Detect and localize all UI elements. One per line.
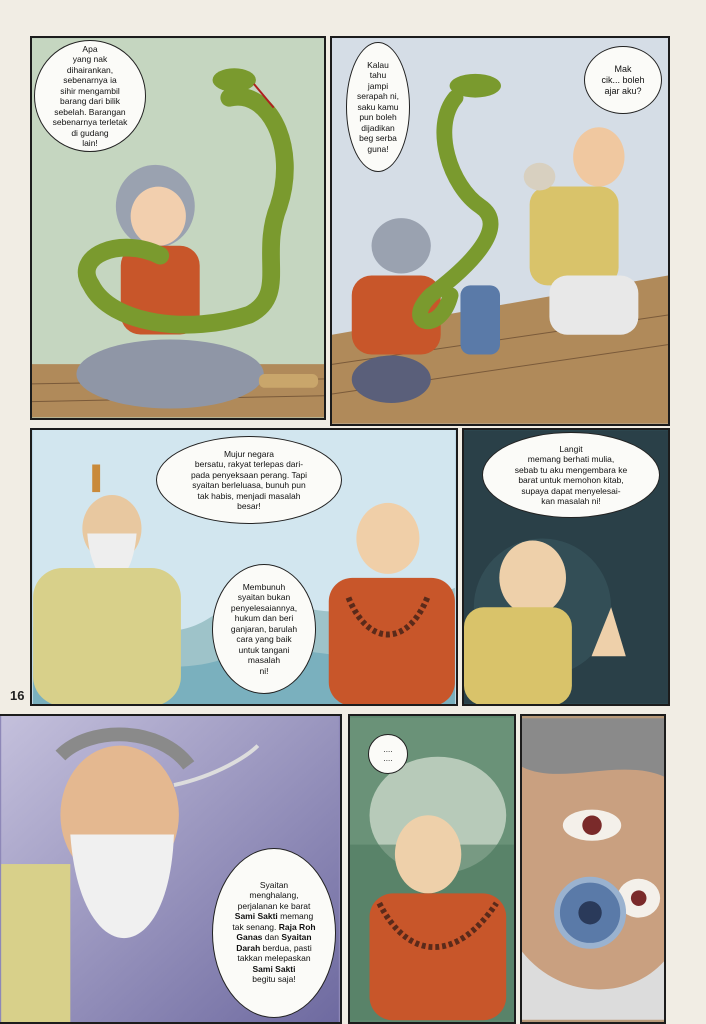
page-number: 16 — [10, 688, 25, 703]
speech-bubble-ellipsis: .... .... — [368, 734, 408, 774]
panel-monk-praying-dark — [462, 428, 670, 706]
speech-bubble-woman: Apa yang nak dihairankan, sebenarnya ia sihir mengambil barang dari bilik sebelah. Barangan sebenarnya terletak di gudang lain! — [34, 40, 146, 152]
name-syaitan-darah: Syaitan Darah — [236, 932, 312, 953]
bubble-text-pre: Syaitan menghalang, perjalanan ke barat — [237, 879, 311, 911]
panel-woman-snake — [30, 36, 326, 420]
speech-bubble-elder: Mujur negara bersatu, rakyat terlepas dari- pada penyeksaan perang. Tapi syaitan berleluasa, bunuh pun tak habis, menjadi masalah besar! — [156, 436, 342, 524]
name-sami-sakti-2: Sami Sakti — [252, 963, 296, 974]
name-raja-roh-ganas: Raja Roh Ganas — [236, 921, 316, 942]
panel-elder-monk — [30, 428, 458, 706]
panel-angry-elder — [0, 714, 342, 1024]
bubble-text-mid2: dan — [262, 932, 282, 942]
bubble-text-mid1: memang tak senang. — [232, 911, 314, 932]
bubble-text-end: begitu saja! — [252, 974, 296, 984]
panel-man-snake — [330, 36, 670, 426]
name-sami-sakti-1: Sami Sakti — [234, 911, 278, 921]
speech-bubble-woman-2: Kalau tahu jampi serapah ni, saku kamu pun boleh dijadikan beg serba guna! — [346, 42, 410, 172]
speech-bubble-man: Mak cik... boleh ajar aku? — [584, 46, 662, 114]
panel-eyes-closeup-art — [522, 716, 664, 1022]
bubble-text-mid3: berdua, pasti takkan melepaskan — [237, 942, 312, 963]
speech-bubble-monk-2: Langit memang berhati mulia, sebab tu aku mengembara ke barat untuk memohon kitab, supaya dapat menyelesai- kan masalah ni! — [482, 432, 660, 518]
panel-monk-silent — [348, 714, 516, 1024]
speech-bubble-monk: Membunuh syaitan bukan penyelesaiannya, hukum dan beri ganjaran, barulah cara yang baik untuk tangani masalah ni! — [212, 564, 316, 694]
panel-eyes-closeup — [520, 714, 666, 1024]
speech-bubble-angry-elder — [212, 848, 336, 1018]
